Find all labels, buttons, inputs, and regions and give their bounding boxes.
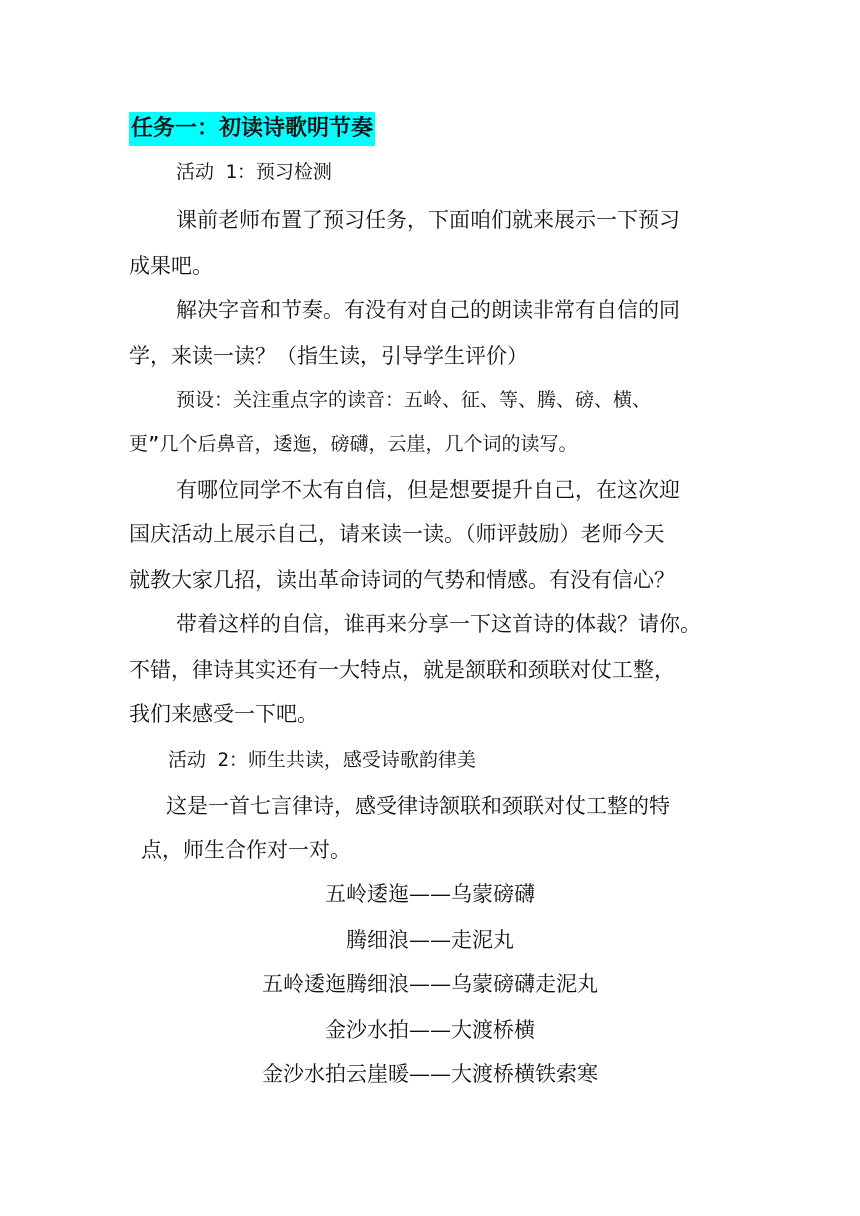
couplet-line: 五岭逶迤——乌蒙磅礴 bbox=[325, 882, 535, 906]
activity-1-title: 活动 1：预习检测 bbox=[176, 161, 332, 183]
couplet-line: 腾细浪——走泥丸 bbox=[346, 928, 514, 952]
paragraph-line: 预设：关注重点字的读音：五岭、征、等、腾、磅、横、 bbox=[176, 389, 652, 411]
paragraph-line: 学，来读一读？（指生读，引导学生评价） bbox=[129, 344, 528, 368]
task-heading: 任务一：初读诗歌明节奏 bbox=[129, 112, 375, 146]
couplet-line: 金沙水拍——大渡桥横 bbox=[325, 1018, 535, 1042]
paragraph-line: 成果吧。 bbox=[129, 254, 213, 278]
paragraph-line: 这是一首七言律诗，感受律诗颔联和颈联对仗工整的特 bbox=[166, 794, 670, 818]
couplet-line: 金沙水拍云崖暖——大渡桥横铁索寒 bbox=[262, 1062, 598, 1086]
paragraph-line: 就教大家几招，读出革命诗词的气势和情感。有没有信心？ bbox=[129, 568, 675, 592]
paragraph-line: 课前老师布置了预习任务，下面咱们就来展示一下预习 bbox=[176, 208, 680, 232]
paragraph-line: 不错，律诗其实还有一大特点，就是颔联和颈联对仗工整， bbox=[129, 658, 675, 682]
paragraph-line: 更”几个后鼻音，逶迤，磅礴，云崖，几个词的读写。 bbox=[129, 433, 578, 455]
paragraph-line: 国庆活动上展示自己，请来读一读。（师评鼓励）老师今天 bbox=[129, 522, 665, 546]
paragraph-line: 我们来感受一下吧。 bbox=[129, 702, 318, 726]
paragraph-line: 有哪位同学不太有自信，但是想要提升自己，在这次迎 bbox=[176, 478, 680, 502]
paragraph-line: 解决字音和节奏。有没有对自己的朗读非常有自信的同 bbox=[176, 298, 680, 322]
paragraph-line: 带着这样的自信，谁再来分享一下这首诗的体裁？请你。 bbox=[176, 612, 701, 636]
couplet-line: 五岭逶迤腾细浪——乌蒙磅礴走泥丸 bbox=[262, 972, 598, 996]
paragraph-line: 点，师生合作对一对。 bbox=[141, 838, 351, 862]
activity-2-title: 活动 2：师生共读，感受诗歌韵律美 bbox=[168, 749, 476, 771]
